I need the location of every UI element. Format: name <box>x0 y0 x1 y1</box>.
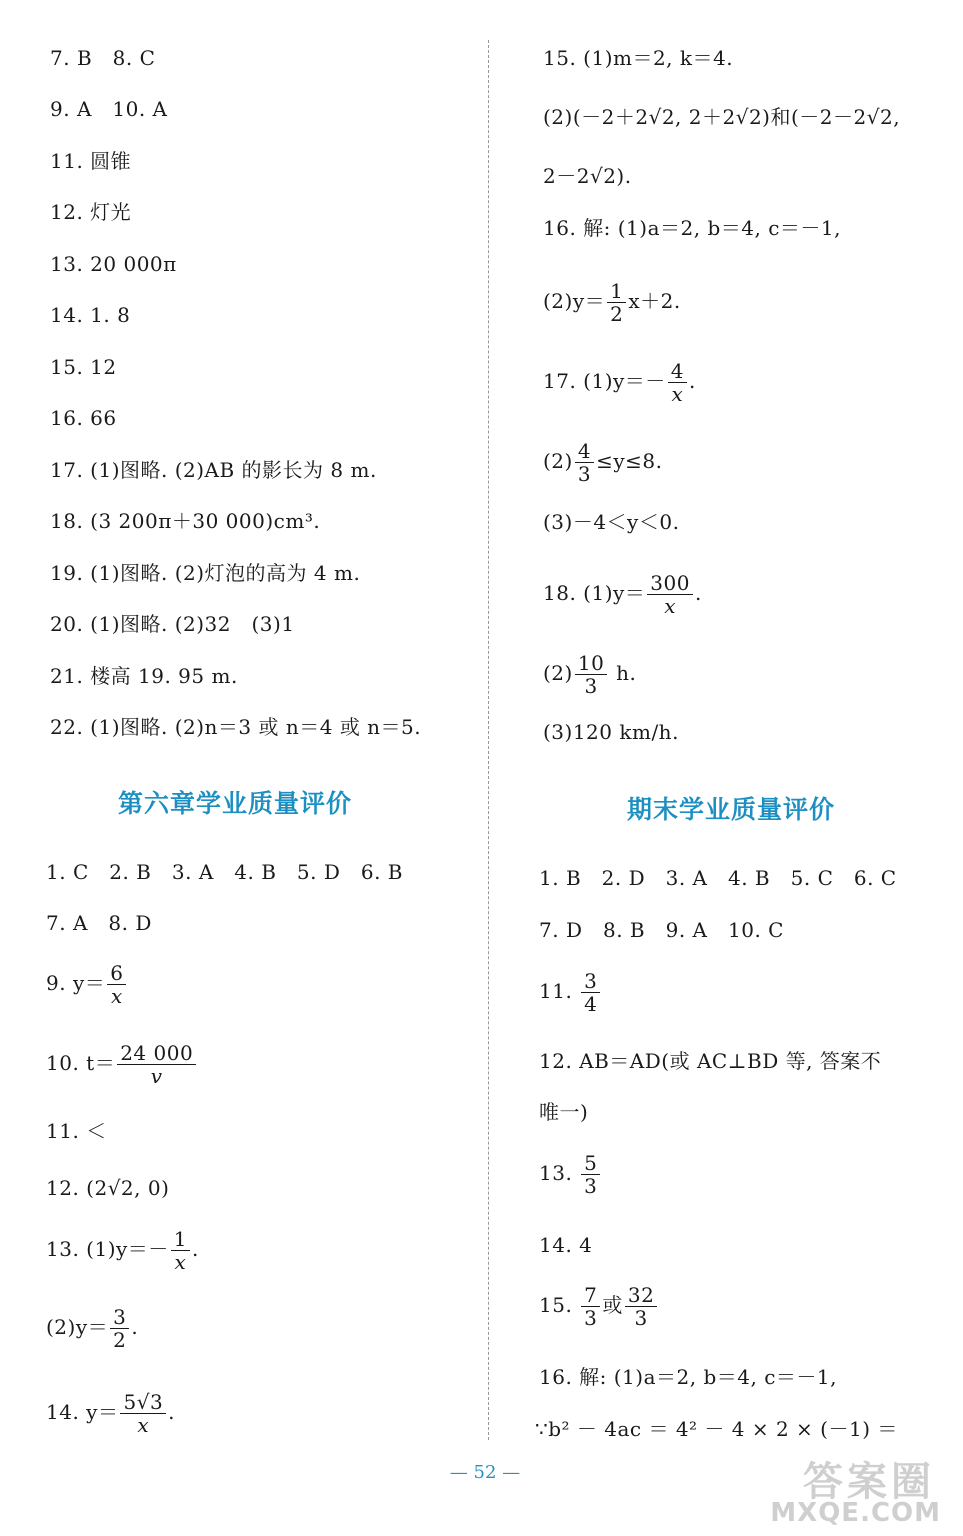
answer-line: 15. (1)m＝2, k＝4. <box>543 46 734 70</box>
numerator: 32 <box>625 1284 657 1307</box>
section-heading: 第六章学业质量评价 <box>118 789 353 818</box>
numerator: 24 000 <box>117 1042 196 1065</box>
answer-line: 7. D 8. B 9. A 10. C <box>539 918 784 942</box>
answer-text: 17. (1)y＝－ <box>543 369 666 393</box>
column-divider <box>488 40 489 1440</box>
answer-line: 1. C 2. B 3. A 4. B 5. D 6. B <box>46 860 404 884</box>
answer-text: 15. <box>539 1293 573 1317</box>
fraction <box>120 1391 166 1436</box>
answer-line: 21. 楼高 19. 95 m. <box>50 664 238 688</box>
answer-line: 7. B 8. C <box>50 46 156 70</box>
answer-line <box>543 652 636 697</box>
numerator: 7 <box>581 1284 600 1307</box>
fraction <box>625 1284 657 1329</box>
numerator: 1 <box>171 1228 190 1251</box>
denominator: v <box>150 1064 163 1088</box>
denominator: 3 <box>584 1306 598 1330</box>
denominator: x <box>664 594 677 618</box>
denominator: 3 <box>634 1306 648 1330</box>
fraction <box>668 360 687 405</box>
answer-text: 10. t＝ <box>46 1051 116 1075</box>
fraction <box>581 1284 600 1329</box>
numerator: 3 <box>110 1306 129 1329</box>
answer-text: ≤y≤8. <box>596 449 663 473</box>
answer-line <box>543 360 696 405</box>
answer-line <box>46 1228 199 1273</box>
denominator: 4 <box>584 992 598 1016</box>
numerator: 10 <box>575 652 607 675</box>
answer-text: 13. (1)y＝－ <box>46 1237 169 1261</box>
fraction <box>117 1042 196 1087</box>
answer-text: 11. <box>539 979 573 1003</box>
numerator: 4 <box>668 360 687 383</box>
answer-text: . <box>168 1400 176 1424</box>
answer-text: 14. y＝ <box>46 1400 119 1424</box>
denominator: 3 <box>584 674 598 698</box>
numerator: 5 <box>581 1152 600 1175</box>
answer-line: 1. B 2. D 3. A 4. B 5. C 6. C <box>539 866 897 890</box>
answer-text: . <box>131 1315 139 1339</box>
answer-line: (2)(－2＋2√2, 2＋2√2)和(－2－2√2, <box>543 105 901 129</box>
numerator: 3 <box>581 970 600 993</box>
answer-line: 11. ＜ <box>46 1119 107 1143</box>
fraction <box>607 280 626 325</box>
answer-text: x＋2. <box>628 289 681 313</box>
answer-line <box>543 572 702 617</box>
answer-line: 18. (3 200π＋30 000)cm³. <box>50 509 321 533</box>
denominator: x <box>110 984 123 1008</box>
denominator: 2 <box>610 302 624 326</box>
answer-text: . <box>192 1237 199 1261</box>
answer-line: 16. 66 <box>50 406 117 430</box>
answer-line: (3)120 km/h. <box>543 720 679 744</box>
answer-line <box>46 1391 175 1436</box>
answer-text: (2)y＝ <box>543 289 606 313</box>
answer-line: 14. 1. 8 <box>50 303 131 327</box>
answer-text: 18. (1)y＝ <box>543 581 646 605</box>
fraction <box>647 572 693 617</box>
answer-line: 16. 解: (1)a＝2, b＝4, c＝－1, <box>539 1365 837 1389</box>
answer-line: 20. (1)图略. (2)32 (3)1 <box>50 612 295 636</box>
answer-line: 14. 4 <box>539 1233 593 1257</box>
answer-line: 15. 12 <box>50 355 117 379</box>
answer-text: 13. <box>539 1161 573 1185</box>
watermark-text: 答案圈 <box>803 1459 935 1505</box>
denominator: 2 <box>113 1328 127 1352</box>
answer-line: 9. A 10. A <box>50 97 168 121</box>
answer-line <box>543 440 662 485</box>
answer-text: (2) <box>543 661 573 685</box>
fraction <box>575 440 594 485</box>
denominator: 3 <box>577 462 592 486</box>
answer-line: 7. A 8. D <box>46 911 152 935</box>
answer-line: 11. 圆锥 <box>50 149 132 173</box>
denominator: 3 <box>584 1174 598 1198</box>
answer-text: 9. y＝ <box>46 971 106 995</box>
answer-line <box>46 1042 198 1087</box>
answer-line <box>46 962 128 1007</box>
denominator: x <box>137 1413 150 1437</box>
section-heading: 期末学业质量评价 <box>627 795 836 824</box>
answer-line <box>46 1306 138 1351</box>
answer-line: (3)－4＜y＜0. <box>543 510 680 534</box>
answer-line <box>543 280 681 325</box>
denominator: x <box>671 382 684 406</box>
numerator: 4 <box>575 440 594 463</box>
fraction <box>575 652 607 697</box>
answer-line <box>539 1152 602 1197</box>
answer-line: 2－2√2). <box>543 164 632 188</box>
answer-line <box>539 970 602 1015</box>
answer-line: 22. (1)图略. (2)n＝3 或 n＝4 或 n＝5. <box>50 715 422 739</box>
fraction <box>581 1152 600 1197</box>
answer-text: (2) <box>543 449 573 473</box>
fraction <box>107 962 126 1007</box>
watermark-logo <box>755 1450 945 1530</box>
answer-text: h. <box>616 661 637 685</box>
answer-line: 12. AB＝AD(或 AC⊥BD 等, 答案不 <box>539 1049 882 1073</box>
watermark-url: MXQE.COM <box>770 1498 941 1528</box>
answer-line: ∵b² － 4ac ＝ 4² － 4 × 2 × (－1) ＝ <box>535 1417 898 1441</box>
denominator: x <box>174 1250 187 1274</box>
page-number: — 52 — <box>449 1462 521 1483</box>
fraction <box>171 1228 190 1273</box>
numerator: 300 <box>647 572 693 595</box>
numerator: 6 <box>107 962 126 985</box>
answer-text: (2)y＝ <box>46 1315 109 1339</box>
answer-text: . <box>694 581 702 605</box>
answer-line: 12. 灯光 <box>50 200 132 224</box>
answer-line <box>539 1284 659 1329</box>
numerator: 1 <box>607 280 626 303</box>
answer-text: 或 <box>602 1293 623 1317</box>
answer-line: 19. (1)图略. (2)灯泡的高为 4 m. <box>50 561 361 585</box>
answer-line: 13. 20 000π <box>50 252 177 276</box>
fraction <box>110 1306 129 1351</box>
answer-text: . <box>689 369 696 393</box>
answer-line: 17. (1)图略. (2)AB 的影长为 8 m. <box>50 458 377 482</box>
answer-line: 12. (2√2, 0) <box>46 1176 170 1200</box>
numerator: 5√3 <box>120 1391 166 1414</box>
answer-line: 唯一) <box>539 1100 589 1124</box>
answer-line: 16. 解: (1)a＝2, b＝4, c＝－1, <box>543 216 841 240</box>
fraction <box>581 970 600 1015</box>
